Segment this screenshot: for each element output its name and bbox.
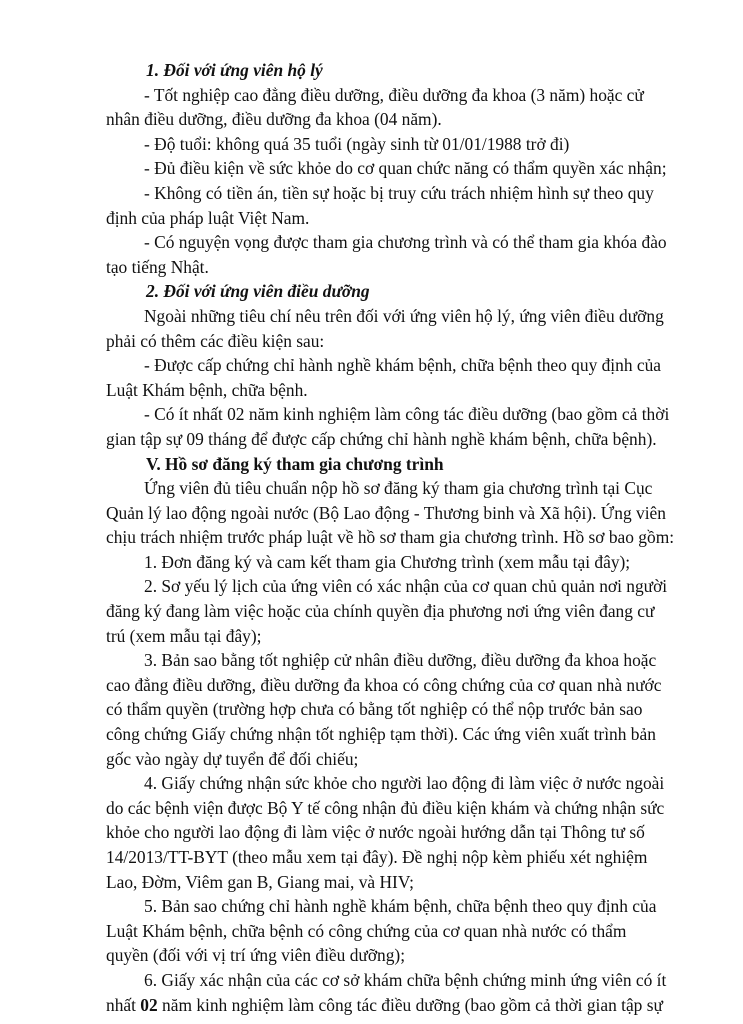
paragraph-line: Ứng viên đủ tiêu chuẩn nộp hồ sơ đăng ký tham gia chương trình tại Cục (144, 478, 653, 499)
list-item: 2. Sơ yếu lý lịch của ứng viên có xác nhận của cơ quan chủ quản nơi người (144, 576, 668, 597)
paragraph-line: Luật Khám bệnh, chữa bệnh có công chứng của cơ quan nhà nước có thẩm (106, 920, 627, 941)
heading-nurse: 2. Đối với ứng viên điều dưỡng (146, 281, 370, 302)
paragraph-line: khỏe cho người lao động đi làm việc ở nước ngoài hướng dẫn tại Thông tư số (106, 822, 645, 843)
paragraph-line: - Không có tiền án, tiền sự hoặc bị truy cứu trách nhiệm hình sự theo quy (144, 182, 654, 203)
paragraph-line: Lao, Đờm, Viêm gan B, Giang mai, và HIV; (106, 871, 414, 892)
paragraph-line: - Được cấp chứng chỉ hành nghề khám bệnh, chữa bệnh theo quy định của (144, 355, 662, 376)
paragraph-line: - Có nguyện vọng được tham gia chương trình và có thể tham gia khóa đào (144, 232, 667, 253)
list-item: 6. Giấy xác nhận của các cơ sở khám chữa bệnh chứng minh ứng viên có ít (144, 969, 667, 990)
paragraph-line: cao đẳng điều dưỡng, điều dưỡng đa khoa có công chứng của cơ quan nhà nước (106, 674, 662, 695)
paragraph-line: định của pháp luật Việt Nam. (106, 207, 310, 228)
paragraph-line: phải có thêm các điều kiện sau: (106, 330, 325, 351)
paragraph-line: - Đủ điều kiện về sức khỏe do cơ quan chức năng có thẩm quyền xác nhận; (144, 158, 667, 179)
list-item: 3. Bản sao bằng tốt nghiệp cử nhân điều dưỡng, điều dưỡng đa khoa hoặc (144, 650, 657, 671)
paragraph-line: Quản lý lao động ngoài nước (Bộ Lao động - Thương binh và Xã hội). Ứng viên (106, 502, 666, 523)
paragraph-line: nhân điều dưỡng, điều dưỡng đa khoa (04 năm). (106, 109, 442, 130)
list-item: 1. Đơn đăng ký và cam kết tham gia Chương trình (xem mẫu tại đây); (144, 551, 631, 572)
list-item: 4. Giấy chứng nhận sức khỏe cho người lao động đi làm việc ở nước ngoài (144, 773, 665, 794)
text-run: năm kinh nghiệm làm công tác điều dưỡng (bao gồm cả thời gian tập sự (157, 994, 663, 1015)
paragraph-line: công chứng Giấy chứng nhận tốt nghiệp tạm thời). Các ứng viên xuất trình bản (106, 724, 656, 745)
heading-nurse-aide: 1. Đối với ứng viên hộ lý (146, 60, 323, 80)
paragraph-line: Luật Khám bệnh, chữa bệnh. (106, 379, 308, 400)
paragraph-line: có thẩm quyền (trường hợp chưa có bằng tốt nghiệp có thể nộp trước bản sao (106, 699, 643, 720)
paragraph-line: quyền (đối với vị trí ứng viên điều dưỡng); (106, 945, 406, 966)
paragraph-line (106, 993, 673, 1018)
paragraph-line: trú (xem mẫu tại đây); (106, 625, 262, 646)
paragraph-line: Ngoài những tiêu chí nêu trên đối với ứng viên hộ lý, ứng viên điều dưỡng (144, 305, 664, 326)
paragraph-line: - Độ tuổi: không quá 35 tuổi (ngày sinh từ 01/01/1988 trở đi) (144, 133, 570, 154)
paragraph-line: chịu trách nhiệm trước pháp luật về hồ sơ tham gia chương trình. Hồ sơ bao gồm: (106, 527, 675, 548)
text-run: nhất (106, 994, 141, 1015)
paragraph-line: do các bệnh viện được Bộ Y tế công nhận đủ điều kiện khám và chứng nhận sức (106, 797, 665, 818)
paragraph-line: đăng ký đang làm việc hoặc của chính quyền địa phương nơi ứng viên đang cư (106, 601, 655, 622)
paragraph-line: - Có ít nhất 02 năm kinh nghiệm làm công tác điều dưỡng (bao gồm cả thời (144, 404, 670, 425)
bold-number: 02 (140, 994, 158, 1015)
paragraph-line: gốc vào ngày dự tuyển để đối chiếu; (106, 748, 359, 769)
paragraph-line: - Tốt nghiệp cao đẳng điều dưỡng, điều dưỡng đa khoa (3 năm) hoặc cử (144, 84, 644, 105)
paragraph-line: gian tập sự 09 tháng để được cấp chứng chỉ hành nghề khám bệnh, chữa bệnh). (106, 428, 657, 449)
paragraph-line: 14/2013/TT-BYT (theo mẫu xem tại đây). Đề nghị nộp kèm phiếu xét nghiệm (106, 847, 648, 867)
heading-section-v: V. Hồ sơ đăng ký tham gia chương trình (146, 453, 444, 474)
paragraph-line: tạo tiếng Nhật. (106, 256, 209, 277)
list-item: 5. Bản sao chứng chỉ hành nghề khám bệnh, chữa bệnh theo quy định của (144, 896, 657, 917)
